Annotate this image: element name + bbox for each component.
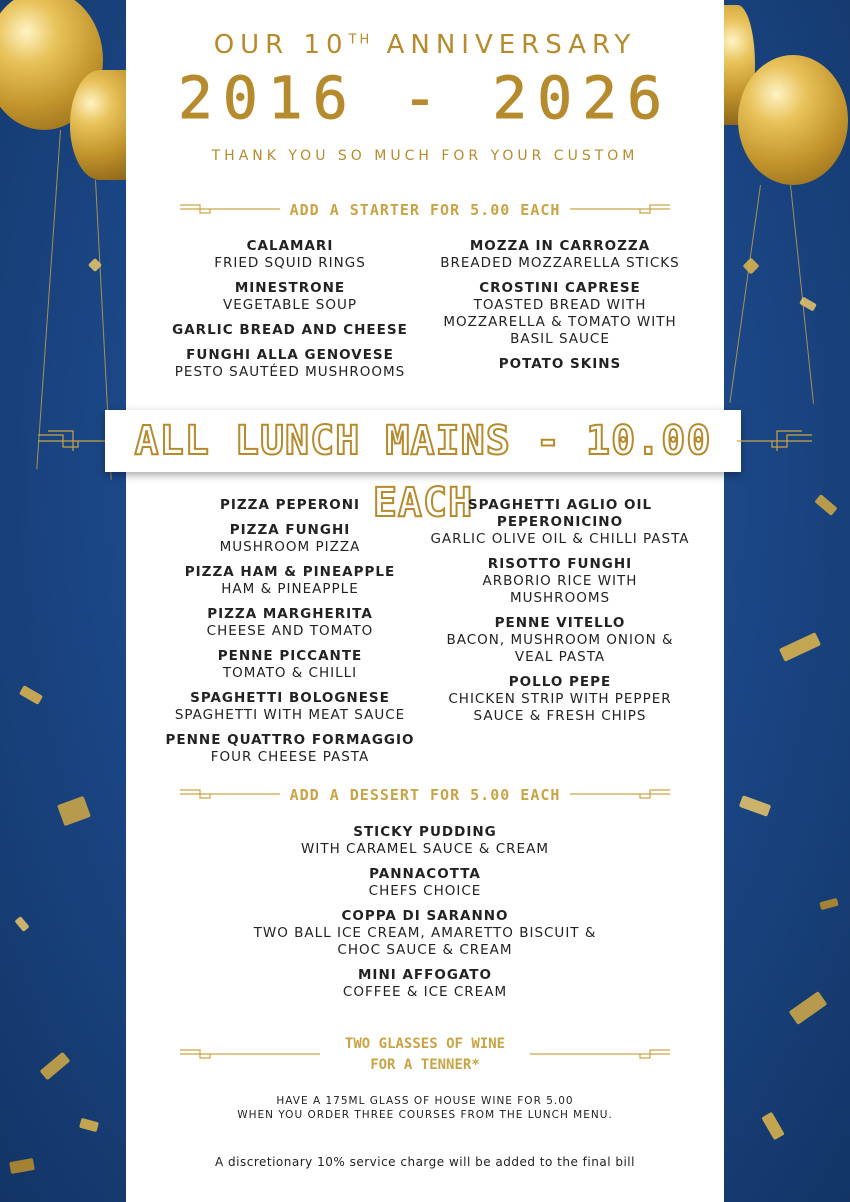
menu-item-name: COPPA DI SARANNO	[341, 908, 509, 924]
thanks-line: THANK YOU SO MUCH FOR YOUR CUSTOM	[211, 148, 639, 164]
menu-item	[160, 732, 420, 766]
confetti	[739, 795, 771, 817]
mains-title: ALL LUNCH MAINS - 10.00 EACH	[134, 418, 712, 526]
confetti	[9, 1158, 35, 1174]
menu-item-name: PIZZA HAM & PINEAPPLE	[184, 564, 396, 580]
starters-left-column	[160, 238, 420, 389]
mains-left-column	[160, 497, 420, 774]
menu-item-name: CALAMARI	[246, 238, 334, 254]
menu-item	[430, 356, 690, 373]
menu-item-description: CHEESE AND TOMATO	[206, 623, 374, 639]
balloon-string	[36, 130, 61, 469]
menu-item-description: HAM & PINEAPPLE	[221, 581, 359, 597]
anniversary-years: 2016 - 2026	[177, 64, 673, 132]
menu-item-name: STICKY PUDDING	[353, 824, 497, 840]
menu-item	[430, 674, 690, 725]
menu-item-name: CROSTINI CAPRESE	[479, 280, 641, 296]
menu-item-name: POTATO SKINS	[498, 356, 622, 372]
banner-deco-left	[38, 428, 113, 454]
menu-item-name: PENNE VITELLO	[494, 615, 626, 631]
menu-item-description: BREADED MOZZARELLA STICKS	[440, 255, 680, 271]
confetti	[779, 632, 821, 662]
menu-item-description: GARLIC OLIVE OIL & CHILLI PASTA	[430, 531, 690, 547]
menu-item-description: PESTO SAUTÉED MUSHROOMS	[174, 364, 406, 380]
menu-item	[160, 322, 420, 339]
menu-item-name: FUNGHI ALLA GENOVESE	[186, 347, 394, 363]
starters-title: ADD A STARTER FOR 5.00 EACH	[289, 201, 561, 219]
menu-item	[160, 347, 420, 381]
menu-item-description: MUSHROOM PIZZA	[219, 539, 361, 555]
starters-right-column	[430, 238, 690, 381]
anniversary-suffix: ANNIVERSARY	[386, 30, 637, 60]
menu-item	[160, 280, 420, 314]
menu-item-name: MOZZA IN CARROZZA	[469, 238, 651, 254]
menu-item-description: SPAGHETTI WITH MEAT SAUCE	[174, 707, 406, 723]
confetti	[40, 1052, 71, 1080]
menu-item	[230, 908, 620, 959]
confetti	[57, 796, 91, 826]
deco-line-right	[530, 1047, 670, 1061]
menu-item-name: SPAGHETTI BOLOGNESE	[190, 690, 390, 706]
menu-item	[230, 866, 620, 900]
menu-item-name: PIZZA MARGHERITA	[207, 606, 373, 622]
menu-item	[430, 238, 690, 272]
menu-item	[160, 497, 420, 514]
menu-item-description: CHEFS CHOICE	[368, 883, 482, 899]
anniversary-prefix: OUR 10	[213, 30, 349, 60]
wine-text-line1: HAVE A 175ML GLASS OF HOUSE WINE FOR 5.00	[276, 1095, 574, 1107]
menu-item	[160, 564, 420, 598]
menu-item-description: TWO BALL ICE CREAM, AMARETTO BISCUIT & CHOC SAUCE & CREAM	[253, 925, 597, 958]
balloon-string	[790, 185, 814, 404]
confetti	[814, 494, 837, 516]
menu-item-name: PENNE QUATTRO FORMAGGIO	[165, 732, 415, 748]
menu-item-name: POLLO PEPE	[508, 674, 612, 690]
confetti	[761, 1112, 784, 1141]
menu-item-description: COFFEE & ICE CREAM	[342, 984, 508, 1000]
menu-item-name: RISOTTO FUNGHI	[487, 556, 633, 572]
menu-item-description: BACON, MUSHROOM ONION & VEAL PASTA	[446, 632, 674, 665]
menu-item-description: TOMATO & CHILLI	[222, 665, 358, 681]
menu-item	[430, 497, 690, 548]
banner-deco-right	[737, 428, 812, 454]
menu-item-name: MINESTRONE	[234, 280, 346, 296]
menu-item-description: VEGETABLE SOUP	[222, 297, 357, 313]
confetti	[79, 1118, 99, 1132]
wine-text-line2: WHEN YOU ORDER THREE COURSES FROM THE LUNCH MENU.	[237, 1109, 613, 1121]
menu-item-description: ARBORIO RICE WITH MUSHROOMS	[482, 573, 638, 606]
balloon-left-2	[70, 70, 130, 180]
menu-item	[160, 606, 420, 640]
menu-item	[430, 280, 690, 348]
wine-title-line2: FOR A TENNER*	[370, 1057, 480, 1073]
mains-right-column	[430, 497, 690, 733]
deco-line-right	[570, 787, 670, 801]
menu-item-name: SPAGHETTI AGLIO OIL PEPERONICINO	[467, 497, 653, 530]
menu-item	[160, 522, 420, 556]
confetti	[19, 685, 43, 705]
menu-item-name: PANNACOTTA	[369, 866, 481, 882]
menu-item	[160, 238, 420, 272]
confetti	[789, 991, 828, 1025]
confetti	[14, 916, 29, 932]
menu-item-name: PENNE PICCANTE	[217, 648, 363, 664]
service-charge-note: A discretionary 10% service charge will be added to the final bill	[215, 1155, 635, 1169]
menu-item-description: FRIED SQUID RINGS	[214, 255, 366, 271]
desserts-title: ADD A DESSERT FOR 5.00 EACH	[289, 786, 561, 804]
anniversary-heading	[126, 30, 724, 60]
menu-item	[430, 615, 690, 666]
balloon-right-2	[738, 55, 848, 185]
menu-item-description: TOASTED BREAD WITH MOZZARELLA & TOMATO WITH BASIL SAUCE	[443, 297, 677, 347]
menu-item-name: PIZZA PEPERONI	[219, 497, 361, 513]
menu-item	[230, 824, 620, 858]
menu-item-description: FOUR CHEESE PASTA	[210, 749, 370, 765]
menu-item-name: GARLIC BREAD AND CHEESE	[172, 322, 408, 338]
wine-offer-text	[126, 1094, 724, 1122]
menu-item-description: CHICKEN STRIP WITH PEPPER SAUCE & FRESH CHIPS	[448, 691, 672, 724]
confetti	[743, 258, 760, 275]
anniversary-sup: TH	[348, 32, 373, 48]
desserts-column	[230, 824, 620, 1009]
balloon-string	[729, 185, 761, 403]
menu-item-name: PIZZA FUNGHI	[229, 522, 351, 538]
deco-line-right	[570, 202, 670, 216]
menu-item	[430, 556, 690, 607]
menu-item-description: WITH CARAMEL SAUCE & CREAM	[301, 841, 549, 857]
menu-item	[160, 648, 420, 682]
confetti	[799, 297, 817, 312]
menu-item	[230, 967, 620, 1001]
menu-item-name: MINI AFFOGATO	[357, 967, 492, 983]
wine-title-line1: TWO GLASSES OF WINE	[344, 1036, 506, 1052]
menu-item	[160, 690, 420, 724]
confetti	[819, 898, 838, 910]
